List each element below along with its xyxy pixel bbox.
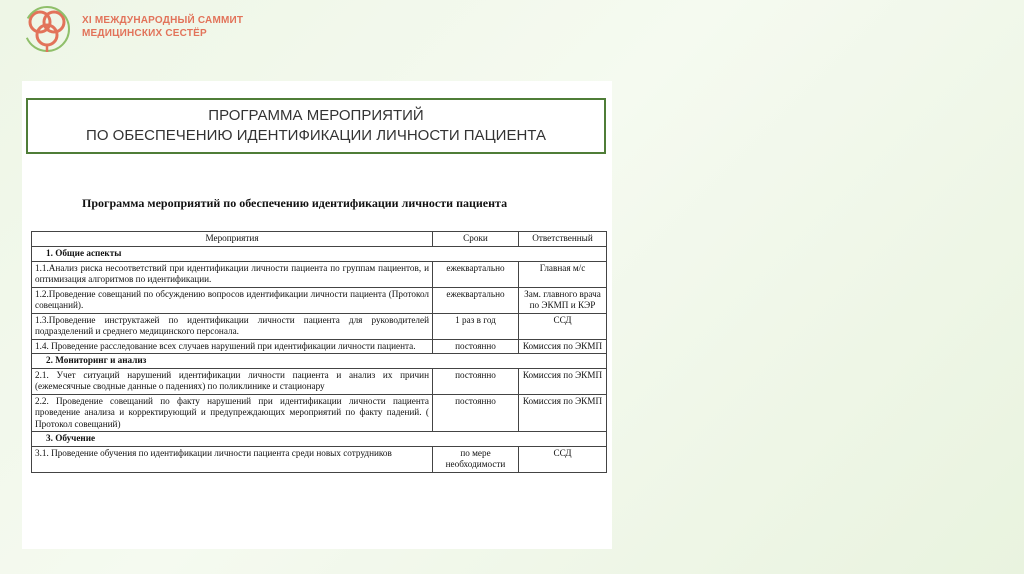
summit-brand [82, 14, 243, 40]
term-cell: постоянно [433, 368, 519, 394]
header-activities: Мероприятия [32, 232, 433, 247]
section-title: 3. Обучение [32, 432, 607, 447]
program-title-line-1: ПРОГРАММА МЕРОПРИЯТИЙ [208, 107, 424, 124]
term-cell: постоянно [433, 339, 519, 354]
program-table [31, 231, 607, 473]
activity-cell: 2.1. Учет ситуаций нарушений идентификации личности пациента и анализ их причин (ежемесячные сводные данные о падениях) по поликлинике и стационару [32, 368, 433, 394]
summit-logo-icon [22, 4, 72, 54]
section-row [32, 247, 607, 262]
activity-cell: 1.1.Анализ риска несоответствий при идентификации личности пациента по группам пациентов, и оптимизация алгоритмов по идентификации. [32, 261, 433, 287]
section-row [32, 354, 607, 369]
section-title: 1. Общие аспекты [32, 247, 607, 262]
section-title: 2. Мониторинг и анализ [32, 354, 607, 369]
responsible-cell: Комиссия по ЭКМП [519, 394, 607, 432]
responsible-cell: Зам. главного врача по ЭКМП и КЭР [519, 287, 607, 313]
table-row [32, 261, 607, 287]
activity-cell: 2.2. Проведение совещаний по факту нарушений при идентификации личности пациента проведение анализа и корректирующий и предупреждающих мероприятий по факту падений. ( Протокол совещаний) [32, 394, 433, 432]
activity-cell: 3.1. Проведение обучения по идентификации личности пациента среди новых сотрудников [32, 446, 433, 472]
activity-cell: 1.4. Проведение расследование всех случаев нарушений при идентификации личности пациента. [32, 339, 433, 354]
section-row [32, 432, 607, 447]
table-row [32, 394, 607, 432]
term-cell: ежеквартально [433, 261, 519, 287]
term-cell: 1 раз в год [433, 313, 519, 339]
brand-line-1: XI МЕЖДУНАРОДНЫЙ САММИТ [82, 15, 244, 26]
header-terms: Сроки [433, 232, 519, 247]
term-cell: ежеквартально [433, 287, 519, 313]
program-title-box [26, 98, 606, 154]
header-responsible: Ответственный [519, 232, 607, 247]
responsible-cell: ССД [519, 313, 607, 339]
document-title: Программа мероприятий по обеспечению идентификации личности пациента [82, 196, 508, 210]
table-row [32, 287, 607, 313]
table-row [32, 313, 607, 339]
table-row [32, 368, 607, 394]
term-cell: по мере необходимости [433, 446, 519, 472]
responsible-cell: Комиссия по ЭКМП [519, 368, 607, 394]
program-title-line-2: ПО ОБЕСПЕЧЕНИЮ ИДЕНТИФИКАЦИИ ЛИЧНОСТИ ПАЦИЕНТА [86, 127, 546, 144]
term-cell: постоянно [433, 394, 519, 432]
activity-cell: 1.2.Проведение совещаний по обсуждению вопросов идентификации личности пациента (Протокол совещаний). [32, 287, 433, 313]
activity-cell: 1.3.Проведение инструктажей по идентификации личности пациента для руководителей подразделений и среднего медицинского персонала. [32, 313, 433, 339]
table-row [32, 446, 607, 472]
responsible-cell: Комиссия по ЭКМП [519, 339, 607, 354]
table-row [32, 339, 607, 354]
table-header-row [32, 232, 607, 247]
slide-content [22, 81, 612, 549]
brand-line-2: МЕДИЦИНСКИХ СЕСТЁР [82, 28, 207, 39]
responsible-cell: Главная м/с [519, 261, 607, 287]
responsible-cell: ССД [519, 446, 607, 472]
